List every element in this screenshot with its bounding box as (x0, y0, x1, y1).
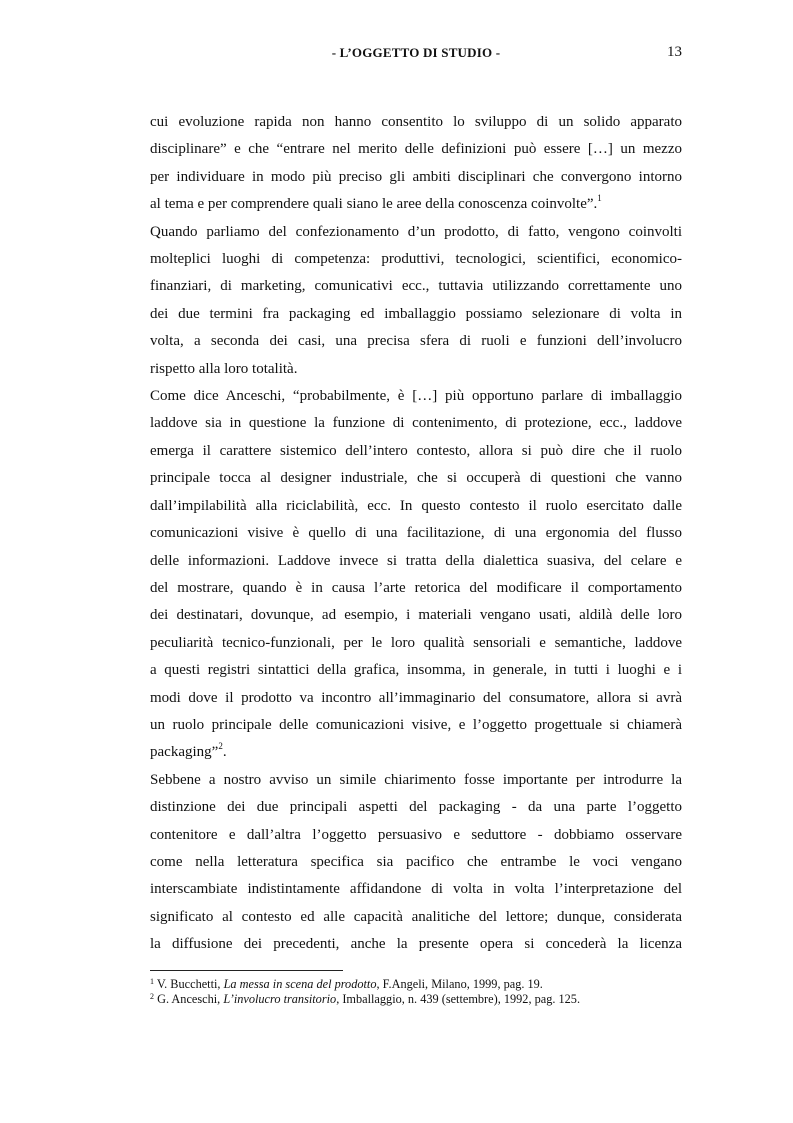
text-line: cui evoluzione rapida non hanno consentito lo sviluppo di un solido apparato (150, 114, 682, 130)
text-line: emerga il carattere sistemico dell’intero contesto, allora si può dire che il ruolo (150, 442, 682, 459)
body-text (150, 109, 682, 959)
paragraph (150, 109, 682, 219)
text-line: laddove sia in questione la funzione di contenimento, di protezione, ecc., laddove (150, 415, 682, 432)
text-line: al tema e per comprendere quali siano le aree della conoscenza coinvolte”.$^1$ (150, 193, 602, 213)
running-header-title: - L’OGGETTO DI STUDIO - (331, 45, 501, 60)
footnote (150, 992, 682, 1007)
text-line: principale tocca al designer industriale, che si occuperà di questioni che vanno (150, 470, 682, 487)
line-tail-punctuation: . (222, 744, 227, 761)
text-line: del mostrare, quando è in causa l’arte retorica del modificare il comportamento (150, 579, 682, 596)
text-line: dall’impilabilità alla riciclabilità, ecc. In questo contesto il ruolo esercitato dalle (150, 497, 682, 514)
text-line: Sebbene a nostro avviso un simile chiarimento fosse importante per introdurre la (150, 771, 682, 788)
text-line: contenitore e dall’altra l’oggetto persuasivo e seduttore - dobbiamo osservare (150, 826, 682, 843)
text-line: disciplinare” e che “entrare nel merito delle definizioni può essere […] un mezzo (150, 141, 682, 158)
text-line: modi dove il prodotto va incontro all’immaginario del consumatore, allora si avrà (150, 689, 682, 706)
footnote-reference[interactable]: 2 (218, 741, 223, 752)
footnote-separator (150, 970, 343, 971)
page-header (150, 45, 682, 69)
footnote-number: 2 (150, 992, 154, 1001)
paragraph (150, 383, 682, 767)
page-number: 13 (667, 44, 682, 60)
footnote (150, 977, 682, 992)
footnote-reference[interactable]: 1 (597, 193, 602, 204)
footnote-title: La messa in scena del prodotto (223, 977, 377, 991)
text-line: comunicazioni visive è quello di una facilitazione, di una ergonomia del flusso (150, 525, 682, 542)
text-line: delle informazioni. Laddove invece si tratta della dialettica suasiva, del celare e (150, 552, 682, 569)
footnote-author: V. Bucchetti, (156, 977, 224, 991)
text-line: Quando parliamo del confezionamento d’un prodotto, di fatto, vengono coinvolti (150, 223, 682, 240)
text-line: rispetto alla loro totalità. (150, 360, 298, 377)
footnote-citation: , Imballaggio, n. 439 (settembre), 1992, pag. 125. (336, 992, 581, 1006)
text-line: un ruolo principale delle comunicazioni visive, e l’oggetto progettuale si chiamerà (150, 716, 682, 733)
text-line: per individuare in modo più preciso gli ambiti disciplinari che convergono intorno (150, 168, 682, 185)
footnote-author: G. Anceschi, (157, 992, 224, 1006)
text-line: packaging”$^2$. (150, 741, 227, 761)
text-line: peculiarità tecnico-funzionali, per le loro qualità sensoriali e semantiche, laddove (150, 634, 682, 651)
text-line: a questi registri sintattici della grafica, insomma, in generale, in tutti i luoghi e i (150, 662, 682, 679)
paragraph (150, 219, 682, 383)
text-line: finanziari, di marketing, comunicativi ecc., tuttavia utilizzando correttamente uno (150, 278, 682, 295)
footnote-title: L’involucro transitorio (223, 992, 337, 1006)
footnote-citation: , F.Angeli, Milano, 1999, pag. 19. (376, 977, 543, 991)
text-line: Come dice Anceschi, “probabilmente, è […] più opportuno parlare di imballaggio (150, 388, 682, 405)
text-line: molteplici luoghi di competenza: produttivi, tecnologici, scientifici, economico- (150, 251, 682, 268)
text-line: interscambiate indistintamente affidandone di volta in volta l’interpretazione del (150, 881, 682, 898)
text-line: volta, a seconda dei casi, una precisa sfera di ruoli e funzioni dell’involucro (150, 333, 682, 350)
text-line: significato al contesto ed alle capacità analitiche del lettore; dunque, considerata (150, 908, 682, 925)
paragraph (150, 767, 682, 959)
text-line: la diffusione dei precedenti, anche la presente opera si concederà la licenza (150, 936, 682, 953)
text-line: dei due termini fra packaging ed imballaggio possiamo selezionare di volta in (150, 305, 682, 322)
footnote-number: 1 (150, 977, 154, 986)
footnotes (150, 977, 682, 1007)
text-line: distinzione dei due principali aspetti del packaging - da una parte l’oggetto (150, 799, 682, 816)
text-line: dei destinatari, dovunque, ad esempio, i materiali vengano usati, aldilà delle loro (150, 607, 682, 624)
text-line: come nella letteratura specifica sia pacifico che entrambe le voci vengano (150, 853, 682, 870)
